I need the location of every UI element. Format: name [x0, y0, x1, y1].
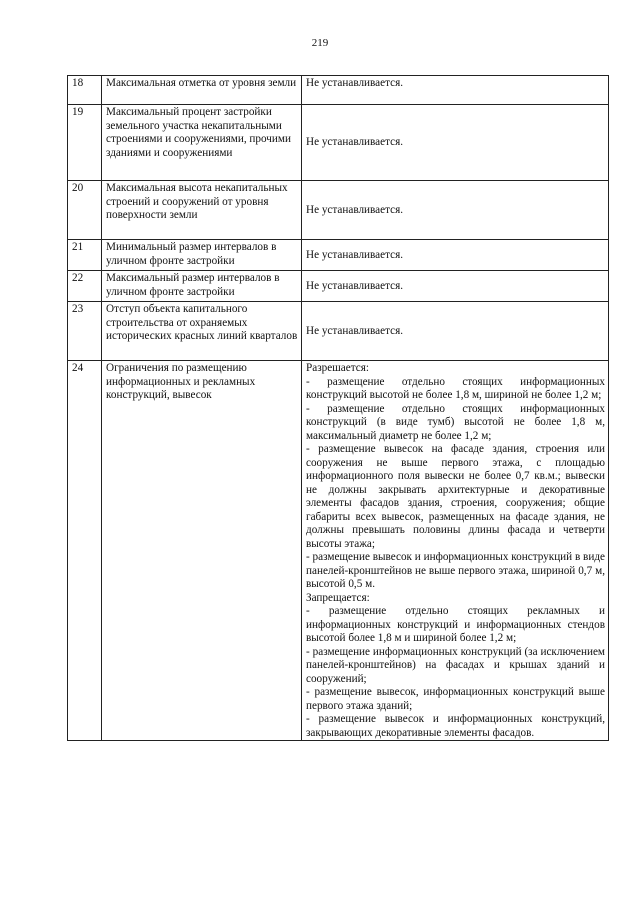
parameter-name: Максимальная отметка от уровня земли — [102, 76, 302, 105]
signage-rules — [302, 361, 609, 741]
rule-heading-allowed: Разрешается: — [306, 362, 369, 374]
row-number: 19 — [68, 105, 102, 181]
table-row — [68, 302, 609, 361]
parameter-name: Максимальная высота некапитальных строений и сооружений от уровня поверхности земли — [102, 181, 302, 240]
parameter-value: Не устанавливается. — [302, 240, 609, 271]
row-number: 20 — [68, 181, 102, 240]
rule-item: - размещение вывесок и информационных конструкций, закрывающих декоративные элементы фасадов. — [306, 713, 605, 739]
rule-item: - размещение отдельно стоящих рекламных и информационных конструкций и информационных стендов высотой более 1,8 м и шириной более 1,2 м; — [306, 605, 605, 644]
rule-item: - размещение информационных конструкций (за исключением панелей-кронштейнов) на фасадах и крышах зданий и сооружений; — [306, 645, 605, 685]
parameter-value: Не устанавливается. — [302, 302, 609, 361]
row-number: 22 — [68, 271, 102, 302]
table-row — [68, 181, 609, 240]
page-number: 219 — [311, 37, 329, 49]
table-row — [68, 76, 609, 105]
regulations-table — [67, 75, 609, 741]
parameter-name: Максимальный процент застройки земельного участка некапитальными строениями и сооружениями, прочими зданиями и сооружениями — [102, 105, 302, 181]
table-row — [68, 105, 609, 181]
row-number: 24 — [68, 361, 102, 741]
table-row — [68, 361, 609, 741]
parameter-name: Ограничения по размещению информационных и рекламных конструкций, вывесок — [102, 361, 302, 741]
parameter-name: Максимальный размер интервалов в уличном фронте застройки — [102, 271, 302, 302]
parameter-value: Не устанавливается. — [302, 271, 609, 302]
rule-item: - размещение отдельно стоящих информационных конструкций (в виде тумб) высотой не более 1,8 м, максимальный диаметр не более 1,2 м; — [306, 402, 605, 442]
rule-item: - размещение отдельно стоящих информационных конструкций высотой не более 1,8 м, шириной не более 1,2 м; — [306, 375, 605, 401]
rule-item: - размещение вывесок на фасаде здания, строения или сооружения не выше первого этажа, с площадью информационного поля вывески не более 0,7 кв.м.; вывески не должны закрывать архитектурные и декоративные элементы фасадов здания, строения, сооружения; общие габариты всех вывесок, размещенных на фасаде здания, не должны превышать половины длины фасада и четверти высоты этажа; — [306, 443, 605, 550]
rule-item: - размещение вывесок и информационных конструкций в виде панелей-кронштейнов не выше первого этажа, шириной 0,7 м, высотой 0,5 м. — [306, 551, 605, 590]
parameter-value: Не устанавливается. — [302, 105, 609, 181]
parameter-name: Минимальный размер интервалов в уличном фронте застройки — [102, 240, 302, 271]
rule-item: - размещение вывесок, информационных конструкций выше первого этажа зданий; — [306, 686, 605, 712]
rule-heading-forbidden: Запрещается: — [306, 591, 370, 604]
table-row — [68, 271, 609, 302]
row-number: 23 — [68, 302, 102, 361]
parameter-value: Не устанавливается. — [302, 76, 609, 105]
parameter-name: Отступ объекта капитального строительства от охраняемых исторических красных линий кварталов — [102, 302, 302, 361]
table-row — [68, 240, 609, 271]
parameter-value: Не устанавливается. — [302, 181, 609, 240]
row-number: 18 — [68, 76, 102, 105]
row-number: 21 — [68, 240, 102, 271]
